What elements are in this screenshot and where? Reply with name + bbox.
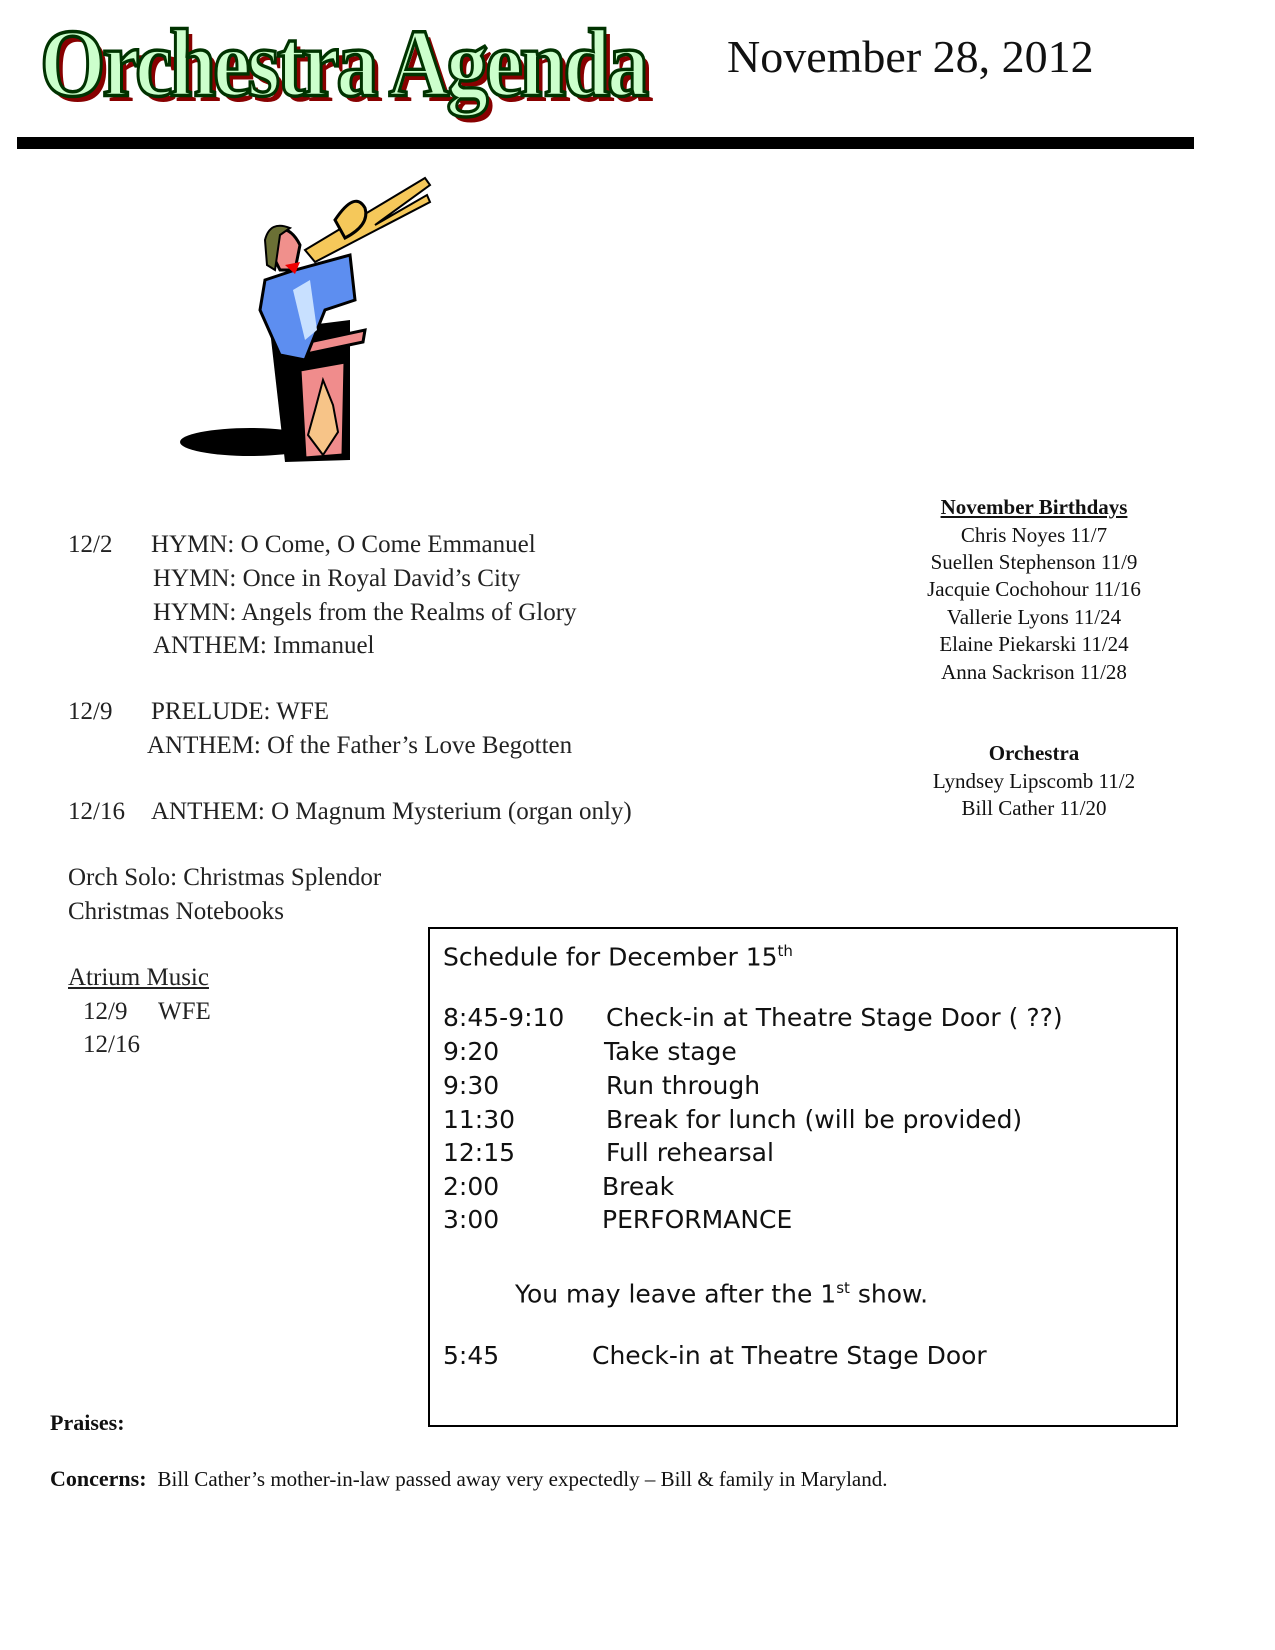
birthday-item: Bill Cather 11/20 bbox=[961, 796, 1107, 820]
schedule-title-sup: th bbox=[777, 942, 793, 960]
schedule-title-text: Schedule for December 15 bbox=[443, 942, 778, 972]
agenda-item: ANTHEM: Immanuel bbox=[153, 632, 375, 659]
schedule-time: 12:15 bbox=[443, 1138, 516, 1167]
header-divider bbox=[17, 137, 1194, 149]
agenda-date-12-16: 12/16 bbox=[68, 798, 125, 825]
schedule-time: 3:00 bbox=[443, 1205, 500, 1234]
agenda-item: PRELUDE: WFE bbox=[151, 698, 330, 725]
birthday-item: Vallerie Lyons 11/24 bbox=[946, 605, 1122, 629]
schedule-event: Break for lunch (will be provided) bbox=[606, 1105, 1023, 1134]
agenda-date-12-9: 12/9 bbox=[68, 698, 113, 725]
atrium-date: 12/9 bbox=[83, 998, 128, 1025]
agenda-item: HYMN: O Come, O Come Emmanuel bbox=[151, 531, 536, 558]
schedule-title bbox=[443, 934, 793, 974]
schedule-event: Take stage bbox=[604, 1037, 737, 1066]
note-text: You may leave after the 1 bbox=[515, 1279, 837, 1309]
schedule-time: 9:30 bbox=[443, 1071, 500, 1100]
schedule-time: 11:30 bbox=[443, 1105, 516, 1134]
schedule-event: Break bbox=[602, 1172, 675, 1201]
schedule-event: Full rehearsal bbox=[606, 1138, 774, 1167]
christmas-notebooks: Christmas Notebooks bbox=[68, 898, 284, 925]
concerns-text: Bill Cather’s mother-in-law passed away very expectedly – Bill & family in Maryland. bbox=[157, 1467, 888, 1491]
schedule-time: 8:45-9:10 bbox=[443, 1003, 565, 1032]
page-title: Orchestra Agenda bbox=[40, 10, 647, 118]
birthday-item: Chris Noyes 11/7 bbox=[960, 523, 1108, 547]
note-sup: st bbox=[836, 1279, 850, 1297]
birthday-item: Anna Sackrison 11/28 bbox=[941, 660, 1127, 684]
trombone-player-illustration bbox=[175, 170, 435, 465]
birthday-item: Lyndsey Lipscomb 11/2 bbox=[932, 769, 1136, 793]
birthdays-heading: November Birthdays bbox=[940, 495, 1128, 519]
atrium-music-heading: Atrium Music bbox=[68, 964, 209, 991]
note-text-end: show. bbox=[849, 1279, 929, 1309]
orchestra-birthdays-heading: Orchestra bbox=[988, 741, 1080, 765]
schedule-time: 9:20 bbox=[443, 1037, 500, 1066]
concerns-label: Concerns: bbox=[50, 1466, 147, 1491]
atrium-piece: WFE bbox=[158, 998, 211, 1025]
schedule-time: 2:00 bbox=[443, 1172, 500, 1201]
praises-label: Praises: bbox=[50, 1410, 125, 1435]
atrium-date: 12/16 bbox=[83, 1031, 140, 1058]
birthday-item: Elaine Piekarski 11/24 bbox=[939, 632, 1129, 656]
schedule-note bbox=[515, 1271, 928, 1311]
schedule-event: PERFORMANCE bbox=[602, 1205, 793, 1234]
agenda-item: HYMN: Angels from the Realms of Glory bbox=[153, 599, 577, 626]
orch-solo: Orch Solo: Christmas Splendor bbox=[68, 864, 382, 891]
concerns-line bbox=[50, 1466, 887, 1492]
agenda-item: ANTHEM: O Magnum Mysterium (organ only) bbox=[151, 798, 632, 825]
schedule-final-time: 5:45 bbox=[443, 1341, 500, 1370]
schedule-event: Run through bbox=[606, 1071, 761, 1100]
schedule-event: Check-in at Theatre Stage Door ( ??) bbox=[606, 1003, 1063, 1032]
agenda-item: ANTHEM: Of the Father’s Love Begotten bbox=[147, 732, 573, 759]
birthday-item: Suellen Stephenson 11/9 bbox=[930, 550, 1138, 574]
agenda-date-12-2: 12/2 bbox=[68, 531, 113, 558]
agenda-item: HYMN: Once in Royal David’s City bbox=[153, 565, 521, 592]
birthday-item: Jacquie Cochohour 11/16 bbox=[927, 577, 1141, 601]
schedule-final-event: Check-in at Theatre Stage Door bbox=[592, 1341, 987, 1370]
agenda-date: November 28, 2012 bbox=[727, 31, 1094, 82]
